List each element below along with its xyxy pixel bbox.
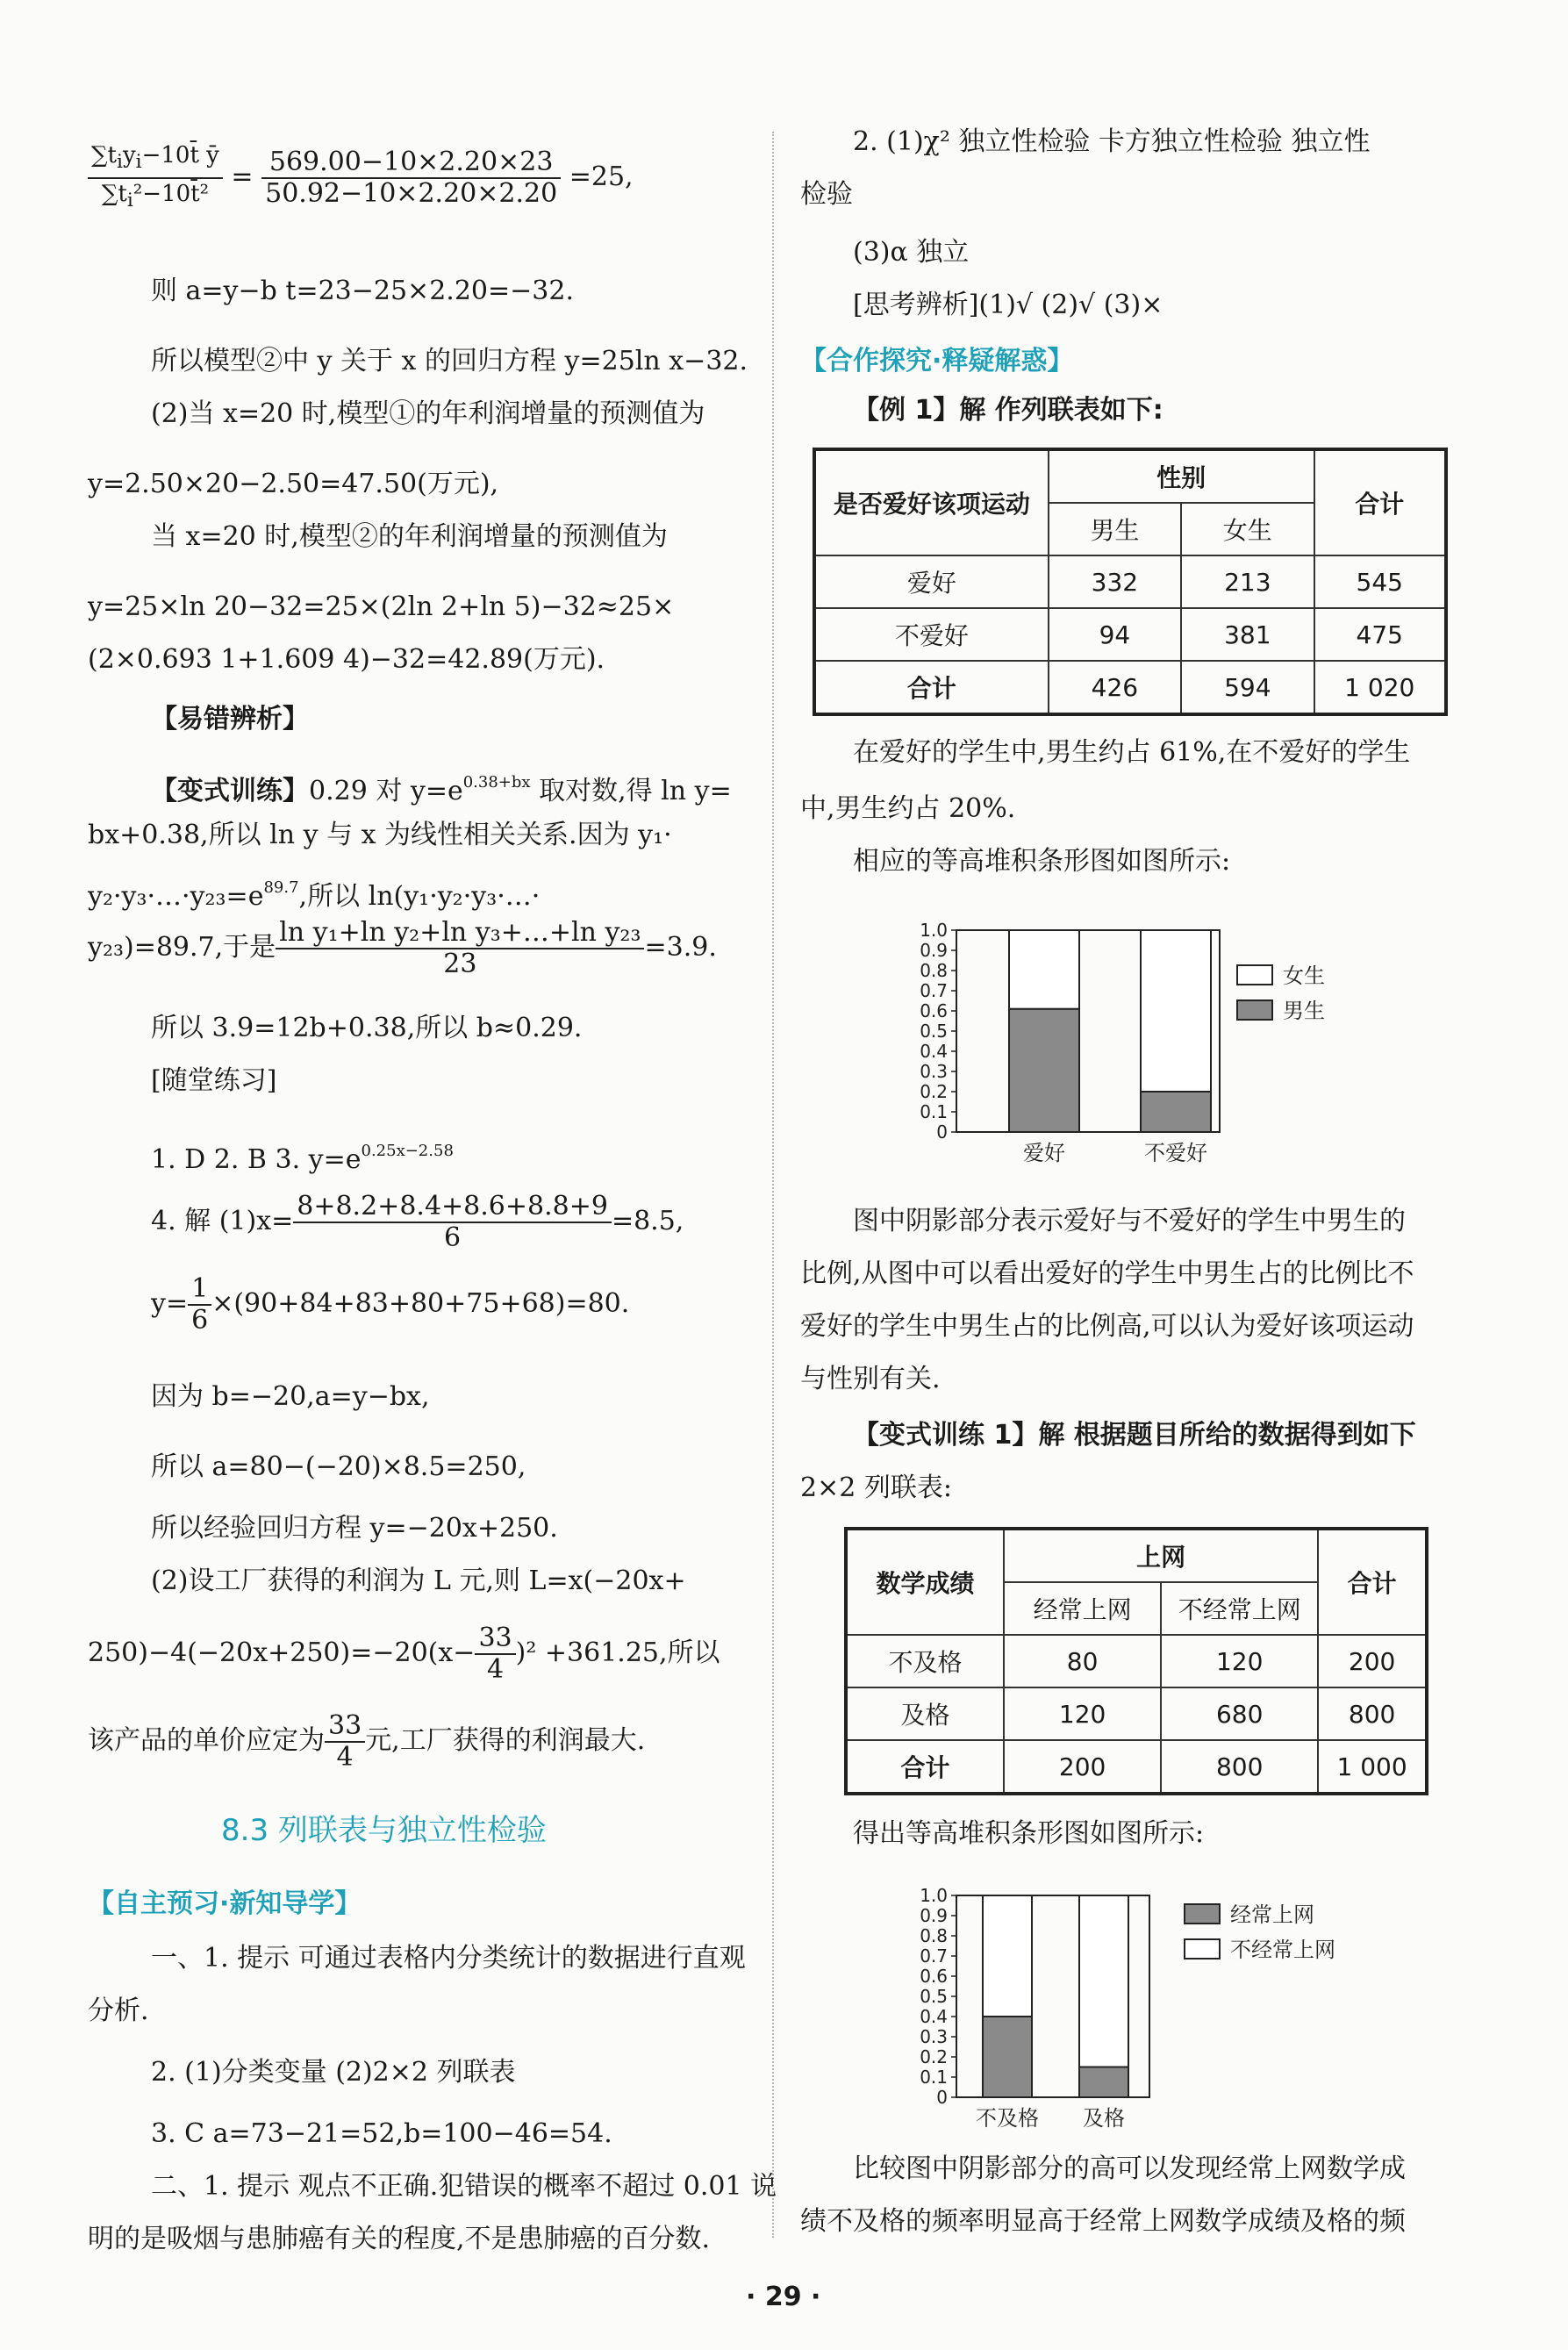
line-pred2: y=25×ln 20−32=25×(2ln 2+ln 5)−32≈25× [88, 591, 675, 622]
y-tick-label: 0.4 [920, 1041, 948, 1062]
line-r11: 与性别有关. [800, 1364, 941, 1394]
line-r12: 2×2 列联表: [800, 1472, 952, 1503]
y-tick-label: 0.3 [920, 2026, 948, 2047]
t1-cell: 545 [1314, 555, 1446, 608]
t2-cell: 不及格 [846, 1635, 1004, 1687]
t2-cell: 680 [1161, 1687, 1318, 1740]
y-tick-label: 0.9 [920, 1905, 948, 1926]
t1-cell: 1 020 [1314, 661, 1446, 714]
line-regression: 所以经验回归方程 y=−20x+250. [151, 1513, 558, 1544]
legend-swatch [1237, 965, 1272, 985]
y-tick-label: 0.8 [920, 1925, 948, 1946]
line-bianshi-3: $y_2\cdot y_3\cdot\dots\cdot y_{23}=e^{89.7}$,所以 ln(y₁·y₂·y₃·…· [88, 878, 541, 912]
line-pred2-intro: 当 x=20 时,模型②的年利润增量的预测值为 [151, 521, 668, 552]
y-tick-label: 0.7 [920, 1945, 948, 1967]
t1-header-male: 男生 [1049, 503, 1181, 555]
line-tip-4: 二、1. 提示 观点不正确.犯错误的概率不超过 0.01 说 [151, 2171, 777, 2202]
line-pred2-cont: (2×0.693 1+1.609 4)−32=42.89(万元). [88, 644, 605, 675]
table-row [846, 1687, 1427, 1740]
t2-cell: 80 [1004, 1635, 1161, 1687]
section-title: 8.3 列联表与独立性检验 [221, 1813, 547, 1848]
t2-cell: 800 [1318, 1687, 1427, 1740]
t1-cell: 381 [1181, 608, 1314, 661]
column-divider [772, 132, 774, 2238]
t1-cell: 332 [1049, 555, 1181, 608]
t2-header-a: 经常上网 [1004, 1582, 1161, 1635]
t1-cell: 475 [1314, 608, 1446, 661]
x-tick-label: 爱好 [1023, 1141, 1065, 1165]
line-li1: 【例 1】解 作列联表如下: [853, 395, 1163, 426]
t1-header-female: 女生 [1181, 503, 1314, 555]
t1-cell: 爱好 [814, 555, 1049, 608]
t2-cell: 120 [1004, 1687, 1161, 1740]
line-r14: 比较图中阴影部分的高可以发现经常上网数学成 [853, 2153, 1406, 2184]
stacked-bar-chart-1 [904, 904, 1342, 1176]
y-tick-label: 0 [936, 2087, 948, 2108]
contingency-table-2 [844, 1527, 1428, 1795]
y-tick-label: 0.4 [920, 2006, 948, 2027]
line-r7: 相应的等高堆积条形图如图所示: [853, 846, 1231, 877]
line-b-result: 所以 3.9=12b+0.38,所以 b≈0.29. [151, 1013, 583, 1043]
line-b-value: 因为 b=−20,a=y−bx, [151, 1381, 430, 1412]
y-tick-label: 0 [936, 1121, 948, 1143]
t2-cell: 800 [1161, 1740, 1318, 1794]
line-profit-2: 250)−4(−20x+250)=−20(x− $\frac{33}{4}$ )² +361.25,所以 [88, 1623, 720, 1685]
legend-swatch [1185, 1904, 1220, 1924]
line-model2: 所以模型②中 y 关于 x 的回归方程 y=25ln x−32. [151, 346, 748, 376]
t1-cell: 594 [1181, 661, 1314, 714]
line-r13: 得出等高堆积条形图如图所示: [853, 1818, 1205, 1849]
line-r8: 图中阴影部分表示爱好与不爱好的学生中男生的 [853, 1206, 1406, 1236]
bar-segment [1079, 2067, 1128, 2098]
t2-cell: 1 000 [1318, 1740, 1427, 1794]
legend-swatch [1185, 1939, 1220, 1959]
line-profit-3: 该产品的单价应定为 $\frac{33}{4}$ 元,工厂获得的利润最大. [88, 1710, 646, 1773]
y-tick-label: 0.2 [920, 1081, 948, 1102]
line-tip-2: 2. (1)分类变量 (2)2×2 列联表 [151, 2057, 516, 2088]
bar-segment [1079, 1895, 1128, 2067]
bar-segment [1141, 1092, 1211, 1132]
t2-header-row: 数学成绩 [846, 1529, 1004, 1635]
t2-cell: 合计 [846, 1740, 1004, 1794]
y-tick-label: 1.0 [920, 1885, 948, 1906]
line-a-value: 所以 a=80−(−20)×8.5=250, [151, 1451, 526, 1482]
table-row [814, 608, 1446, 661]
line-r15: 绩不及格的频率明显高于经常上网数学成绩及格的频 [800, 2206, 1406, 2237]
legend-label: 男生 [1283, 999, 1325, 1023]
y-tick-label: 1.0 [920, 920, 948, 941]
t1-cell: 不爱好 [814, 608, 1049, 661]
line-tip-4-cont: 明的是吸烟与患肺癌有关的程度,不是患肺癌的百分数. [88, 2224, 711, 2254]
t1-cell: 94 [1049, 608, 1181, 661]
y-tick-label: 0.3 [920, 1061, 948, 1082]
line-r4: [思考辨析](1)√ (2)√ (3)× [853, 290, 1163, 320]
x-tick-label: 及格 [1083, 2106, 1125, 2131]
bar-segment [983, 1895, 1032, 2017]
y-tick-label: 0.9 [920, 940, 948, 961]
t1-header-total: 合计 [1314, 449, 1446, 555]
t2-header-group: 上网 [1004, 1529, 1318, 1582]
sum-fraction: $\frac{\sum t_iy_i-10t̄ ȳ}{\sum t_i^2-10t̄^2}$ = $\frac{569.00-10\times 2.20\times 23}{50.92-10\times 2.20\times 2.20}$ =25, [88, 140, 634, 216]
y-tick-label: 0.5 [920, 1986, 948, 2007]
heading-zizhu: 【自主预习·新知导学】 [88, 1888, 362, 1919]
table-row [814, 661, 1446, 714]
table-row [846, 1635, 1427, 1687]
line-answers-1-3: 1. D 2. B 3. $y=e^{0.25x-2.58}$ [151, 1142, 454, 1175]
line-r10: 爱好的学生中男生占的比例高,可以认为爱好该项运动 [800, 1311, 1414, 1342]
table-row [814, 555, 1446, 608]
t2-header-total: 合计 [1318, 1529, 1427, 1635]
heading-yicuo: 【易错辨析】 [151, 704, 309, 734]
line-q2: (2)当 x=20 时,模型①的年利润增量的预测值为 [151, 398, 705, 429]
heading-hezuo: 【合作探究·释疑解惑】 [800, 346, 1074, 376]
t2-cell: 及格 [846, 1687, 1004, 1740]
line-q4-x: 4. 解 (1)x= $\frac{8+8.2+8.4+8.6+8.8+9}{6}$ =8.5, [151, 1191, 684, 1253]
legend-label: 经常上网 [1230, 1902, 1314, 1927]
line-bianshi-4: y₂₃)=89.7,于是 $\frac{\text{ln y₁+ln y₂+ln y₃+…+ln y₂₃}}{23}$ =3.9. [88, 917, 717, 979]
line-pred1: y=2.50×20−2.50=47.50(万元), [88, 469, 499, 499]
t1-cell: 426 [1049, 661, 1181, 714]
legend-label: 女生 [1283, 964, 1325, 988]
page-number: · 29 · [746, 2282, 821, 2312]
y-tick-label: 0.1 [920, 1101, 948, 1122]
line-bianshi-2: bx+0.38,所以 ln y 与 x 为线性相关关系.因为 y₁· [88, 820, 672, 850]
y-tick-label: 0.6 [920, 1966, 948, 1987]
y-tick-label: 0.5 [920, 1021, 948, 1042]
table-row [846, 1740, 1427, 1794]
bar-segment [1009, 1009, 1079, 1132]
x-tick-label: 不爱好 [1144, 1141, 1207, 1165]
bar-segment [983, 2017, 1032, 2097]
line-bianshi: 【变式训练】0.29 对 $y=e^{0.38+bx}$ 取对数,得 ln y= [151, 773, 732, 806]
t2-cell: 200 [1004, 1740, 1161, 1794]
bar-segment [1009, 930, 1079, 1009]
contingency-table-1 [813, 448, 1448, 716]
line-q4-y: y= $\frac{1}{6}$ ×(90+84+83+80+75+68)=80. [151, 1273, 630, 1336]
legend-swatch [1237, 1000, 1272, 1020]
stacked-bar-chart-2 [904, 1869, 1430, 2141]
t2-header-b: 不经常上网 [1161, 1582, 1318, 1635]
line-tip-1: 一、1. 提示 可通过表格内分类统计的数据进行直观 [151, 1943, 746, 1974]
line-r3: (3)α 独立 [853, 237, 970, 268]
legend-label: 不经常上网 [1230, 1938, 1335, 1962]
y-tick-label: 0.2 [920, 2046, 948, 2067]
line-r2: 检验 [800, 179, 853, 210]
line-tip-3: 3. C a=73−21=52,b=100−46=54. [151, 2118, 612, 2149]
y-tick-label: 0.7 [920, 980, 948, 1001]
y-tick-label: 0.8 [920, 960, 948, 981]
line-r5: 在爱好的学生中,男生约占 61%,在不爱好的学生 [853, 737, 1411, 768]
line-r6: 中,男生约占 20%. [800, 793, 1016, 824]
t1-cell: 合计 [814, 661, 1049, 714]
t1-cell: 213 [1181, 555, 1314, 608]
bar-segment [1141, 930, 1211, 1092]
line-r1: 2. (1)χ² 独立性检验 卡方独立性检验 独立性 [853, 126, 1371, 157]
line-a-hat: 则 a=y−b t=23−25×2.20=−32. [151, 276, 574, 306]
t2-cell: 120 [1161, 1635, 1318, 1687]
heading-suitang: [随堂练习] [151, 1065, 277, 1096]
line-profit-1: (2)设工厂获得的利润为 L 元,则 L=x(−20x+ [151, 1565, 686, 1596]
t1-header-group: 性别 [1049, 449, 1314, 503]
t2-cell: 200 [1318, 1635, 1427, 1687]
t1-header-row: 是否爱好该项运动 [814, 449, 1049, 555]
line-tip-1-cont: 分析. [88, 1995, 149, 2026]
y-tick-label: 0.6 [920, 1000, 948, 1021]
line-r9: 比例,从图中可以看出爱好的学生中男生占的比例比不 [800, 1258, 1414, 1289]
y-tick-label: 0.1 [920, 2067, 948, 2088]
line-bs1: 【变式训练 1】解 根据题目所给的数据得到如下 [853, 1420, 1416, 1451]
x-tick-label: 不及格 [976, 2106, 1039, 2131]
